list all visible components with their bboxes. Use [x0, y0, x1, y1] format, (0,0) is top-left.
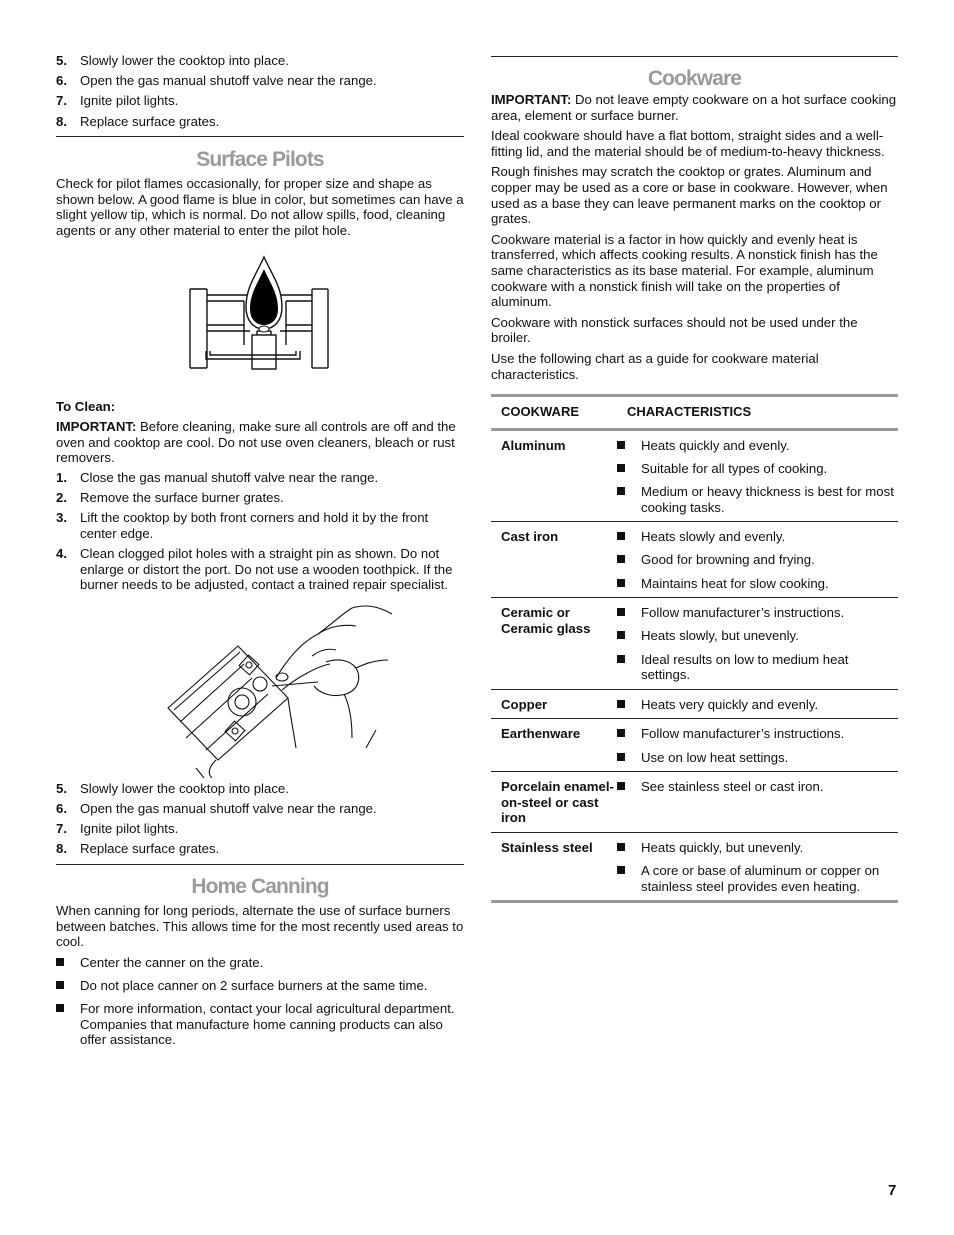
bullet-square-icon — [617, 782, 625, 790]
table-header-cookware: COOKWARE — [501, 404, 579, 420]
cookware-name: Earthenware — [501, 726, 581, 742]
cookware-name: Stainless steel — [501, 839, 593, 855]
step-text: Open the gas manual shutoff valve near the range. — [80, 801, 377, 817]
divider — [56, 864, 464, 865]
step-item — [56, 114, 464, 130]
characteristic-text: Ideal results on low to medium heat settings. — [641, 651, 849, 683]
step-number: 5. — [56, 780, 67, 796]
divider — [56, 136, 464, 137]
step-item — [56, 546, 464, 593]
characteristic-item — [617, 779, 898, 795]
top-steps-list — [56, 53, 464, 129]
step-text: Clean clogged pilot holes with a straight pin as shown. Do not enlarge or distort the port. Do not use a wooden toothpick. If the burner needs to be adjusted, contact a trained repair specialist. — [80, 546, 453, 593]
cookware-characteristics — [617, 429, 898, 522]
clean-steps-list — [56, 470, 464, 593]
characteristic-text: Use on low heat settings. — [641, 749, 789, 765]
cookware-name: Cast iron — [501, 529, 559, 545]
surface-pilots-intro: Check for pilot flames occasionally, for proper size and shape as shown below. A good flame is blue in color, but sometimes can have a slight yellow tip, which is normal. Do not allow spills, food, cleaning agents or any other material to enter the pilot hole. — [56, 176, 464, 238]
step-number: 7. — [56, 93, 67, 109]
step-item — [56, 490, 464, 506]
table-row — [491, 772, 898, 833]
step-text: Replace surface grates. — [80, 841, 220, 857]
bullet-square-icon — [617, 843, 625, 851]
cookware-characteristics — [617, 719, 898, 772]
step-text: Ignite pilot lights. — [80, 821, 179, 837]
bullet-square-icon — [617, 700, 625, 708]
step-number: 6. — [56, 73, 67, 89]
characteristic-text: Follow manufacturer’s instructions. — [641, 605, 845, 621]
step-number: 7. — [56, 821, 67, 837]
cookware-paragraph: Use the following chart as a guide for cookware material characteristics. — [491, 350, 819, 382]
right-column — [491, 0, 898, 903]
step-text: Slowly lower the cooktop into place. — [80, 53, 289, 68]
characteristic-item — [617, 628, 898, 644]
cookware-paragraphs — [491, 128, 898, 382]
bullet-square-icon — [617, 631, 625, 639]
step-text: Open the gas manual shutoff valve near the range. — [80, 73, 377, 89]
home-canning-heading: Home Canning — [191, 875, 329, 898]
characteristic-item — [617, 484, 898, 515]
characteristic-item — [617, 652, 898, 683]
bullet-square-icon — [617, 579, 625, 587]
bullet-text: Do not place canner on 2 surface burners at the same time. — [80, 977, 428, 993]
characteristic-text: Heats very quickly and evenly. — [641, 696, 819, 712]
step-text: Lift the cooktop by both front corners and hold it by the front center edge. — [80, 510, 429, 541]
step-number: 8. — [56, 841, 67, 857]
bullet-square-icon — [617, 866, 625, 874]
pin-cleaning-illustration — [56, 598, 464, 778]
cookware-characteristics — [617, 522, 898, 598]
characteristic-item — [617, 461, 898, 477]
step-text: Replace surface grates. — [80, 113, 220, 129]
step-text: Ignite pilot lights. — [80, 93, 179, 109]
cookware-paragraph: Cookware with nonstick surfaces should not be used under the broiler. — [491, 314, 858, 346]
step-text: Remove the surface burner grates. — [80, 490, 284, 506]
step-item — [56, 841, 464, 857]
characteristic-item — [617, 576, 898, 592]
characteristic-item — [617, 438, 898, 454]
divider — [491, 56, 898, 57]
characteristic-item — [617, 726, 898, 742]
cookware-name: Aluminum — [501, 437, 566, 453]
cookware-characteristics — [617, 689, 898, 719]
surface-pilots-heading: Surface Pilots — [196, 148, 324, 172]
step-item — [56, 510, 464, 541]
characteristic-item — [617, 697, 898, 713]
important-label: IMPORTANT: — [56, 419, 137, 435]
bullet-square-icon — [617, 753, 625, 761]
bullet-square-icon — [617, 608, 625, 616]
characteristic-text: Follow manufacturer’s instructions. — [641, 726, 845, 742]
bullet-text: Center the canner on the grate. — [80, 954, 264, 970]
table-row — [491, 598, 898, 690]
step-number: 3. — [56, 510, 67, 526]
cookware-characteristics — [617, 772, 898, 833]
step-number: 6. — [56, 801, 67, 817]
home-canning-intro: When canning for long periods, alternate the use of surface burners between batches. This allows time for the most recently used areas to cool. — [56, 903, 464, 950]
characteristic-text: Heats slowly, but unevenly. — [641, 628, 799, 644]
step-item — [56, 821, 464, 837]
to-clean-heading: To Clean: — [56, 398, 116, 414]
cookware-characteristics — [617, 832, 898, 901]
cookware-name: Ceramic or Ceramic glass — [501, 605, 591, 636]
step-number: 1. — [56, 469, 67, 485]
table-row — [491, 689, 898, 719]
cookware-table — [491, 394, 898, 903]
step-item — [56, 93, 464, 109]
home-canning-bullets — [56, 955, 464, 1048]
characteristic-text: Suitable for all types of cooking. — [641, 460, 828, 476]
bullet-square-icon — [617, 487, 625, 495]
bullet-square-icon — [56, 1004, 64, 1012]
bullet-square-icon — [617, 655, 625, 663]
cookware-characteristics — [617, 598, 898, 690]
bullet-square-icon — [617, 441, 625, 449]
step-text: Slowly lower the cooktop into place. — [80, 780, 289, 796]
table-row — [491, 522, 898, 598]
characteristic-text: Medium or heavy thickness is best for most cooking tasks. — [641, 484, 894, 515]
cookware-heading: Cookware — [647, 67, 742, 90]
bullet-square-icon — [617, 729, 625, 737]
important-text: Before cleaning, make sure all controls are off and the oven and cooktop are cool. Do not use oven cleaners, bleach or rust removers. — [56, 419, 456, 466]
bullet-square-icon — [56, 958, 64, 966]
table-header-characteristics: CHARACTERISTICS — [627, 404, 752, 420]
step-item — [56, 801, 464, 817]
bullet-item — [56, 1001, 464, 1048]
surface-pilots-important — [56, 419, 464, 466]
characteristic-text: Heats quickly and evenly. — [641, 437, 790, 453]
page-number: 7 — [888, 1182, 897, 1199]
left-column — [56, 0, 464, 1056]
bullet-item — [56, 955, 464, 971]
important-text: Do not leave empty cookware on a hot surface cooking area, element or surface burner. — [491, 92, 897, 123]
cookware-paragraph: Ideal cookware should have a flat bottom, straight sides and a well-fitting lid, and the material should be of medium-to-heavy thickness. — [491, 128, 885, 159]
characteristic-item — [617, 605, 898, 621]
table-header-row — [491, 396, 898, 430]
step-number: 4. — [56, 546, 67, 562]
characteristic-text: Heats quickly, but unevenly. — [641, 839, 804, 855]
characteristic-text: Maintains heat for slow cooking. — [641, 575, 829, 591]
step-item — [56, 781, 464, 797]
characteristic-item — [617, 552, 898, 568]
cookware-important — [491, 92, 898, 123]
characteristic-item — [617, 840, 898, 856]
step-number: 5. — [56, 53, 67, 68]
important-label: IMPORTANT: — [491, 92, 572, 107]
step-item — [56, 73, 464, 89]
step-item — [56, 53, 464, 69]
cookware-name: Porcelain enamel-on-steel or cast iron — [501, 779, 614, 826]
table-row — [491, 429, 898, 522]
step-number: 2. — [56, 490, 67, 506]
bullet-square-icon — [617, 555, 625, 563]
characteristic-text: Heats slowly and evenly. — [641, 529, 786, 545]
pilot-flame-illustration — [56, 255, 464, 375]
after-steps-list — [56, 781, 464, 857]
table-row — [491, 719, 898, 772]
cookware-name: Copper — [501, 696, 548, 712]
characteristic-item — [617, 750, 898, 766]
step-number: 8. — [56, 113, 67, 129]
cookware-paragraph: Rough finishes may scratch the cooktop or grates. Aluminum and copper may be used as a core or base in cookware. However, when used as a base they can leave permanent marks on the cooktop or grates. — [491, 164, 888, 227]
bullet-text: For more information, contact your local agricultural department. Companies that manufacture home canning products can also offer assistance. — [80, 1001, 455, 1048]
characteristic-text: See stainless steel or cast iron. — [641, 779, 824, 795]
characteristic-item — [617, 863, 898, 894]
characteristic-text: A core or base of aluminum or copper on stainless steel provides even heating. — [641, 863, 880, 894]
characteristic-text: Good for browning and frying. — [641, 552, 815, 568]
cookware-paragraph: Cookware material is a factor in how quickly and evenly heat is transferred, which affects cooking results. A nonstick finish has the same characteristics as its base material. For example, aluminum cookware with a nonstick finish will take on the properties of aluminum. — [491, 231, 878, 310]
bullet-item — [56, 978, 464, 994]
table-row — [491, 832, 898, 901]
bullet-square-icon — [617, 532, 625, 540]
bullet-square-icon — [56, 981, 64, 989]
bullet-square-icon — [617, 464, 625, 472]
step-item — [56, 470, 464, 486]
step-text: Close the gas manual shutoff valve near the range. — [80, 469, 379, 485]
characteristic-item — [617, 529, 898, 545]
